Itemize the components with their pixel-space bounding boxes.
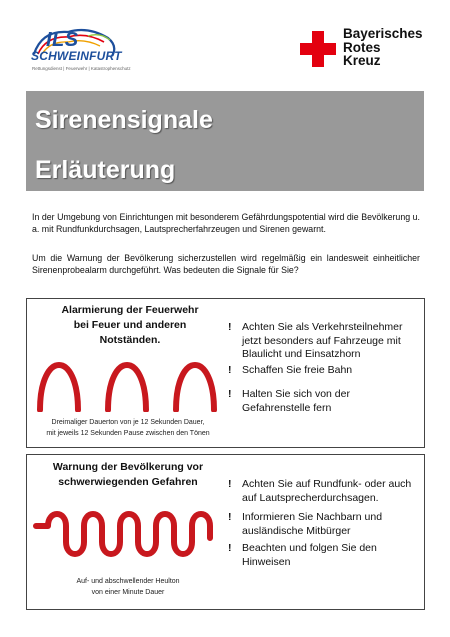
- intro-paragraph-2: Um die Warnung der Bevölkerung sicherzustellen wird regelmäßig ein landesweit einheitlicher Sirenenprobealarm durchgeführt. Was bedeuten die Signale für Sie?: [32, 253, 420, 276]
- tone-arc-1: [40, 365, 78, 410]
- page-subtitle: Erläuterung: [35, 156, 176, 184]
- signal-1-note: [30, 418, 226, 439]
- signal-1-heading-line2: bei Feuer und anderen: [73, 319, 187, 331]
- ils-logo-line2: SCHWEINFURT: [31, 49, 122, 63]
- exclamation-icon: !: [228, 511, 232, 523]
- exclamation-icon: !: [228, 388, 232, 400]
- signal-2-bullet-3: [228, 542, 418, 569]
- signal-1-note-line2: mit jeweils 12 Sekunden Pause zwischen den Tönen: [46, 429, 210, 437]
- continuous-tone-waveform: [34, 340, 226, 412]
- signal-1-bullet-2: [228, 364, 418, 378]
- intro-paragraph-1: In der Umgebung von Einrichtungen mit besonderem Gefährdungspotential wird die Bevölkerung u. a. mit Rundfunkdurchsagen, Lautsprecherfahrzeugen und Sirenen gewarnt.: [32, 212, 420, 235]
- ils-logo-tagline: Rettungsdienst | Feuerwehr | Katastrophenschutz: [32, 66, 131, 71]
- rising-falling-tone-waveform: [32, 502, 224, 566]
- tone-undulation: [36, 514, 210, 554]
- signal-2-note-line2: von einer Minute Dauer: [91, 588, 165, 596]
- signal-2-note-line1: Auf- und abschwellender Heulton: [76, 578, 180, 585]
- signal-2-bullet-1: [228, 478, 418, 505]
- signal-1-bullet-1-text: Achten Sie als Verkehrsteilnehmer jetzt besonders auf Fahrzeuge mit Blaulicht und Einsatzhorn: [242, 321, 403, 360]
- brk-logo-line1: Bayerisches: [343, 26, 423, 41]
- brk-logo-line3: Kreuz: [343, 53, 381, 68]
- exclamation-icon: !: [228, 542, 232, 554]
- signal-2-bullet-3-text: Beachten und folgen Sie den Hinweisen: [242, 542, 377, 568]
- tone-arc-2: [108, 365, 146, 410]
- brk-logo-text: [343, 27, 423, 68]
- tone-arc-3: [176, 365, 214, 410]
- signal-2-heading: [38, 460, 218, 490]
- signal-1-bullet-2-text: Schaffen Sie freie Bahn: [242, 364, 353, 376]
- signal-2-heading-line2: schwerwiegenden Gefahren: [58, 476, 198, 488]
- exclamation-icon: !: [228, 321, 232, 333]
- signal-2-heading-line1: Warnung der Bevölkerung vor: [52, 461, 204, 473]
- signal-1-note-line1: Dreimaliger Dauerton von je 12 Sekunden Dauer,: [51, 419, 205, 426]
- brk-logo-line2: Rotes: [343, 39, 381, 55]
- signal-1-heading-line3: Notständen.: [99, 334, 161, 346]
- exclamation-icon: !: [228, 364, 232, 376]
- ils-logo-line1: ILS: [46, 29, 79, 51]
- page-title: Sirenensignale: [35, 106, 213, 134]
- red-cross-icon: [300, 31, 336, 67]
- signal-2-note: [30, 577, 226, 598]
- signal-1-heading-line1: Alarmierung der Feuerwehr: [61, 304, 199, 316]
- signal-1-bullet-1: [228, 321, 418, 362]
- signal-2-bullet-2-text: Informieren Sie Nachbarn und ausländische Mitbürger: [242, 511, 383, 537]
- signal-2-bullet-1-text: Achten Sie auf Rundfunk- oder auch auf Lautsprecherdurchsagen.: [242, 478, 412, 504]
- signal-1-bullet-3: [228, 388, 418, 415]
- signal-2-bullet-2: [228, 511, 418, 538]
- signal-1-bullet-3-text: Halten Sie sich von der Gefahrenstelle fern: [242, 388, 350, 414]
- exclamation-icon: !: [228, 478, 232, 490]
